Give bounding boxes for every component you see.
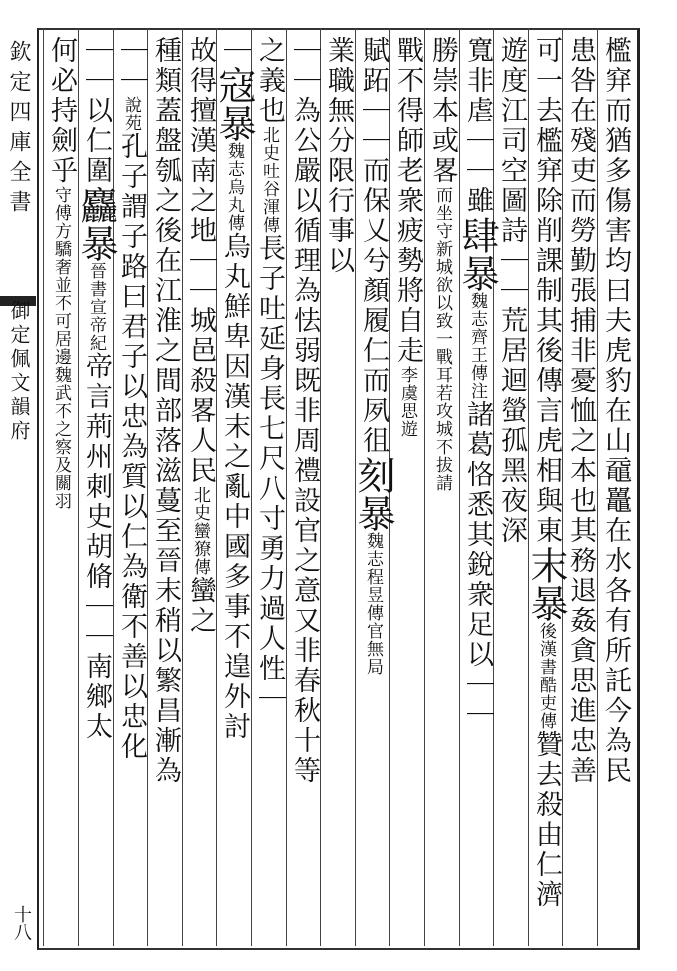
headword: 肆 bbox=[455, 216, 499, 254]
main-text: 檻穽而猶多傷害均曰夫虎豹在山黿鼉在水各有所託今為民 bbox=[600, 36, 631, 786]
book-title: 御定佩文韻府 bbox=[7, 300, 31, 444]
text-column bbox=[252, 36, 286, 714]
headword: 刻 bbox=[351, 456, 395, 494]
annotation-text: 守傅方驕奢並不可居邊魏武不之察及關羽 bbox=[51, 186, 71, 510]
headword: 寇 bbox=[212, 66, 256, 104]
annotation-text: 魏志程昱傳官無局 bbox=[363, 532, 383, 676]
text-column bbox=[455, 36, 499, 730]
main-text: 戰不得師老衆疲勢將自走 bbox=[392, 36, 423, 366]
main-text: 孔子謂子路曰君子以忠為質以仁為衛不善以忠化 bbox=[116, 132, 147, 762]
main-text: 故得擅漢南之地｜｜城邑殺畧人民 bbox=[185, 36, 216, 486]
headword: 麤 bbox=[74, 186, 118, 224]
annotation-text: 北史吐谷渾傳 bbox=[259, 126, 279, 234]
main-text: ｜｜以仁圍 bbox=[81, 36, 112, 186]
text-column bbox=[183, 36, 217, 636]
main-text: 患咎在殘吏而勞勤張捕非憂恤之本也其務退姦貪思進忠善 bbox=[565, 36, 596, 786]
main-text: 蠻之 bbox=[185, 576, 216, 636]
main-text: 之義也 bbox=[254, 36, 285, 126]
main-text: 長子吐延身長七尺八寸勇力過人性｜ bbox=[254, 234, 285, 714]
text-column bbox=[114, 36, 148, 762]
headword: 末 bbox=[524, 546, 568, 584]
annotation-text: 魏志烏丸傳 bbox=[224, 142, 244, 232]
text-column bbox=[390, 36, 424, 438]
headword: 暴 bbox=[74, 224, 118, 262]
main-text: 業職無分限行事以 bbox=[323, 36, 354, 276]
text-column bbox=[212, 36, 256, 742]
annotation-text: 而坐守新城欲以致一戰耳若攻城不拔請 bbox=[432, 186, 452, 492]
headword: 暴 bbox=[455, 254, 499, 292]
text-column bbox=[74, 36, 118, 742]
main-text: 遊度江司空圖詩｜｜荒居迴螢孤黑夜深 bbox=[496, 36, 527, 546]
main-text: 種類蓋盤瓠之後在江淮之間部落滋蔓至晉末稍以繁昌漸為 bbox=[150, 36, 181, 786]
text-column bbox=[563, 36, 597, 786]
annotation-text: 說苑 bbox=[121, 96, 141, 132]
text-column bbox=[321, 36, 355, 276]
annotation-text: 魏志齊王傳注 bbox=[467, 292, 487, 400]
main-text: 賦跖｜｜而保乂兮顏履仁而夙徂 bbox=[358, 36, 389, 456]
text-column bbox=[494, 36, 528, 546]
text-column bbox=[44, 36, 78, 510]
main-text: ｜ bbox=[219, 36, 250, 66]
main-text: 諸葛恪悉其銳衆足以｜｜ bbox=[462, 400, 493, 730]
main-text: 何必持劍乎 bbox=[46, 36, 77, 186]
main-text: ｜｜ bbox=[116, 36, 147, 96]
page-number: 十八 bbox=[11, 905, 32, 941]
headword: 暴 bbox=[212, 104, 256, 142]
text-column bbox=[287, 36, 321, 786]
main-text: 烏丸鮮卑因漢末之亂中國多事不遑外討 bbox=[219, 232, 250, 742]
annotation-text: 李虞思遊 bbox=[397, 366, 417, 438]
text-column bbox=[425, 36, 459, 492]
main-text: 勝崇本或畧 bbox=[427, 36, 458, 186]
annotation-text: 晉書宣帝紀 bbox=[86, 262, 106, 352]
main-text: 寬非虐｜｜雖 bbox=[462, 36, 493, 216]
headword: 暴 bbox=[524, 584, 568, 622]
text-column bbox=[148, 36, 182, 786]
text-column bbox=[598, 36, 632, 786]
main-text: ｜｜為公嚴以循理為怯弱既非周禮設官之意又非春秋十等 bbox=[289, 36, 320, 786]
main-text: 贊去殺由仁濟 bbox=[531, 730, 562, 910]
text-column bbox=[524, 36, 568, 910]
main-text: 可一去檻穽除削課制其後傳言虎相與東 bbox=[531, 36, 562, 546]
main-text: 帝言荊州刺史胡脩｜｜南鄉太 bbox=[81, 352, 112, 742]
annotation-text: 北史蠻獠傳 bbox=[190, 486, 210, 576]
collection-title: 欽定四庫全書 bbox=[6, 40, 31, 220]
annotation-text: 後漢書酷吏傳 bbox=[536, 622, 556, 730]
headword: 暴 bbox=[351, 494, 395, 532]
text-column bbox=[351, 36, 395, 676]
